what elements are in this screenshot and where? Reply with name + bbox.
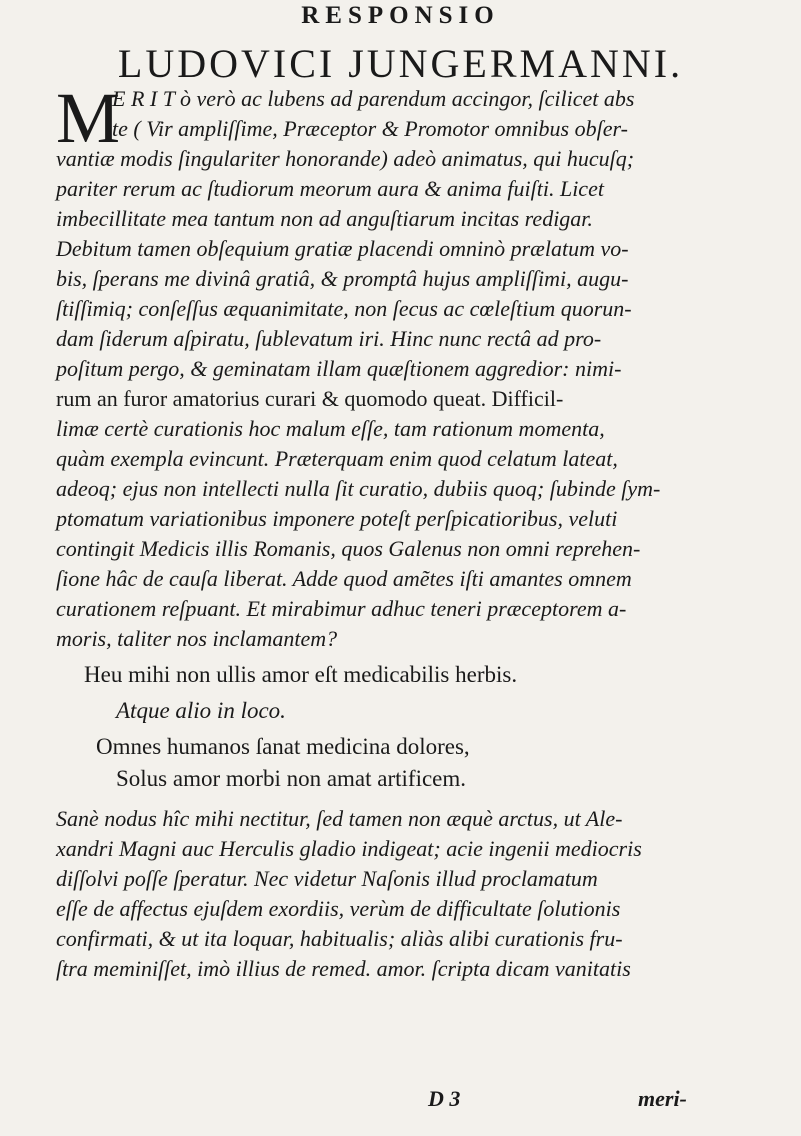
verse-intro: Atque alio in loco. xyxy=(116,698,286,723)
text-line: curationem reſpuant. Et mirabimur adhuc teneri præceptorem a- xyxy=(56,596,627,621)
text-line: contingit Medicis illis Romanis, quos Galenus non omni reprehen- xyxy=(56,536,641,561)
signature-mark: D 3 xyxy=(428,1086,461,1111)
text-line: diſſolvi poſſe ſperatur. Nec videtur Naſonis illud proclamatum xyxy=(56,866,598,891)
text-line: Debitum tamen obſequium gratiæ placendi omninò prælatum vo- xyxy=(56,236,629,261)
author-title: LUDOVICI JUNGERMANNI. xyxy=(117,41,684,86)
text-line: ſtra meminiſſet, imò illius de remed. amor. ſcripta dicam vanitatis xyxy=(56,956,631,981)
text-line: te ( Vir ampliſſime, Præceptor & Promotor omnibus obſer- xyxy=(112,116,628,141)
text-line: bis, ſperans me divinâ gratiâ, & promptâ hujus ampliſſimi, augu- xyxy=(56,266,629,291)
text-line: xandri Magni auc Herculis gladio indigeat; acie ingenii mediocris xyxy=(56,836,642,861)
text-line: dam ſiderum aſpiratu, ſublevatum iri. Hinc nunc rectâ ad pro- xyxy=(56,326,602,351)
text-line: vantiæ modis ſingulariter honorande) adeò animatus, qui hucuſq; xyxy=(56,146,635,171)
text-line: moris, taliter nos inclamantem? xyxy=(56,626,338,651)
text-line: poſitum pergo, & geminatam illam quæſtionem aggredior: nimi- xyxy=(56,356,622,381)
text-line: ptomatum variationibus imponere poteſt perſpicatioribus, veluti xyxy=(56,506,618,531)
text-line: imbecillitate mea tantum non ad anguſtiarum incitas redigar. xyxy=(56,206,593,231)
drop-cap: M xyxy=(56,78,121,158)
text-line: Sanè nodus hîc mihi nectitur, ſed tamen non æquè arctus, ut Ale- xyxy=(56,806,623,831)
catchword: meri- xyxy=(638,1086,687,1111)
text-line: E R I T ò verò ac lubens ad parendum accingor, ſcilicet abs xyxy=(112,86,635,111)
text-line: rum an furor amatorius curari & quomodo queat. Difficil- xyxy=(56,386,564,411)
text-line: quàm exempla evincunt. Præterquam enim quod celatum lateat, xyxy=(56,446,618,471)
running-title: RESPONSIO xyxy=(301,2,500,29)
text-line: ſione hâc de cauſa liberat. Adde quod amẽtes iſti amantes omnem xyxy=(56,566,632,591)
text-line: adeoq; ejus non intellecti nulla ſit curatio, dubiis quoq; ſubinde ſym- xyxy=(56,476,661,501)
text-line: pariter rerum ac ſtudiorum meorum aura & anima fuiſti. Licet xyxy=(56,176,604,201)
verse-line: Omnes humanos ſanat medicina dolores, xyxy=(96,734,470,759)
text-line: ſtiſſimiq; conſeſſus æquanimitate, non ſecus ac cœleſtium quorun- xyxy=(56,296,632,321)
text-line: eſſe de affectus ejuſdem exordiis, verùm de difficultate ſolutionis xyxy=(56,896,621,921)
text-line: limæ certè curationis hoc malum eſſe, tam rationum momenta, xyxy=(56,416,605,441)
text-line: confirmati, & ut ita loquar, habitualis; aliàs alibi curationis fru- xyxy=(56,926,623,951)
verse-line: Solus amor morbi non amat artificem. xyxy=(116,766,467,791)
verse-line: Heu mihi non ullis amor eſt medicabilis herbis. xyxy=(84,662,518,687)
